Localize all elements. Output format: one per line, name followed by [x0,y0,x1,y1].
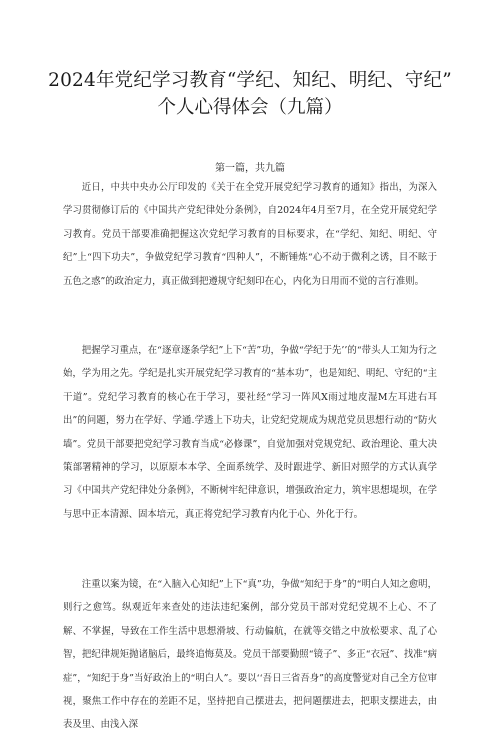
document-title-line1: 2024年党纪学习教育“学纪、知纪、明纪、守纪” [48,70,452,91]
chapter-heading: 第一篇，共九篇 [215,163,285,174]
paragraph-3: 注重以案为镜，在“入脑入心知纪”上下“真”功，争做“知纪于身”的“明白人知之愈明，则行之愈笃。纵观近年来查处的违法违纪案例，部分党员干部对党纪党规不上心、不了解、不掌握，导致在工作生活中思想滑坡、行动偏航，在就等交错之中放松要求、乱了心智，把纪律规矩抛诸脑后，最终追悔莫及。党员干部要勤照“镜子”、多正“衣冠”、找准“病症”，“知纪于身”当好政治上的“明白人”。要以‘‘吾日三省吾身”的高度警觉对自己全方位审视，聚焦工作中存在的差距不足，坚持把自己摆进去，把问题摆进去，把职支摆进去，由表及里、由浅入深 [63,579,437,731]
paragraph-2: 把握学习重点，在“逐章逐条学纪”上下“苦”功，争做“学纪于先’’的“带头人工知为行之始，学为用之先。学纪是扎实开展党纪学习教育的“基本功”，也是知纪、明纪、守纪的“主干道”。党纪学习教育的核心在于学习，要社经“学习一阵风X雨过地皮湿M左耳进右耳出”的问题，努力在学好、学通.学透上下功夫，让党纪党规成为规范党员思想行动的“防火墙”。党员干部要把党纪学习教育当成“必修课”，自觉加强对党规党纪、政治理论、重大决策部署精神的学习，以原原本本学、全面系统学、及时跟进学、新旧对照学的方式认真学习《中国共产党纪律处分条例》，不断树牢纪律意识，增强政治定力，筑牢思想堤坝，在学与思中正本清源、固本培元，真正将党纪学习教育内化于心、外化于行。 [63,345,437,520]
document-title-line2: 个人心得体会（九篇） [157,97,343,118]
paragraph-1: 近日，中共中央办公厅印发的《关于在全党开展党纪学习教育的通知》指出，为深入学习贯彻修订后的《中国共产党纪律处分条例》，自2024年4月至7月，在全党开展党纪学习教育。党员干部要准确把握这次党纪学习教育的目标要求，在“学纪、知纪、明纪、守纪”上“四下功夫”，争做党纪学习教育“四种人”，不断锤炼“心不动于微利之诱，目不眩于五色之惑”的政治定力，真正做到把遵规守纪刻印在心，内化为日用而不觉的言行准则。 [63,182,437,287]
